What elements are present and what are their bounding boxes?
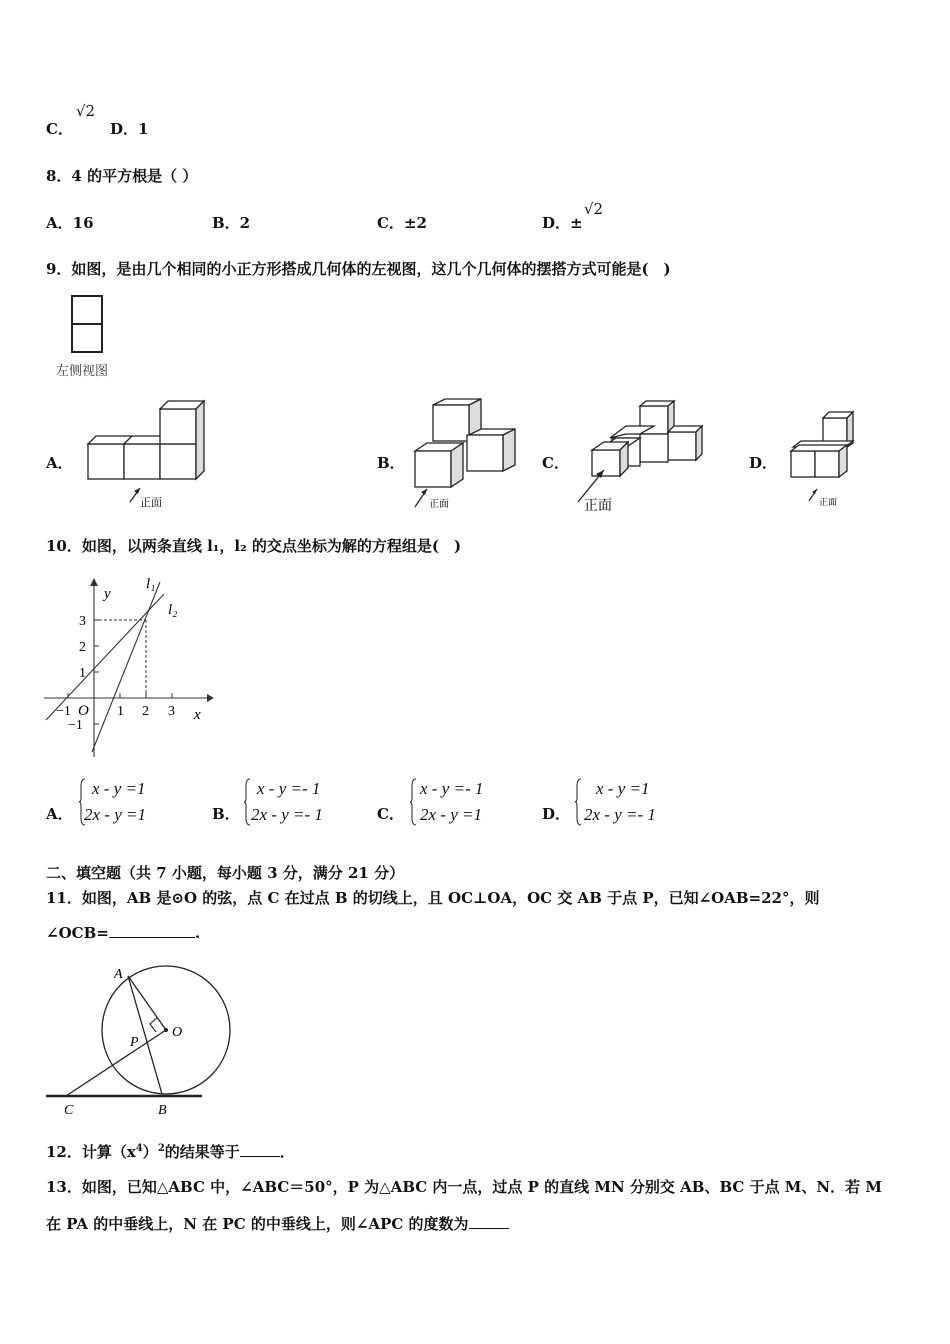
q9-figure-c — [570, 398, 705, 516]
q9-left-view-caption: 左侧视图 — [56, 364, 109, 379]
q9-front-caption-c: 正面 — [584, 499, 612, 514]
x-axis-label: x — [194, 707, 201, 723]
q10-system-b — [243, 776, 323, 828]
q10-label-a: A． — [46, 805, 73, 823]
tick-y-1: 1 — [79, 666, 86, 681]
q7-option-c-value: √2 — [76, 102, 96, 120]
q9-stem: 9．如图，是由几个相同的小正方形搭成几何体的左视图，这几个几何体的摆搭方式可能是( ) — [46, 260, 671, 278]
tick-x-1: 1 — [117, 704, 124, 719]
q8-option-a: A．16 — [46, 214, 94, 232]
q10-system-a-eq2: 2x - y =1 — [84, 805, 146, 824]
tick-y-neg1: −1 — [68, 718, 83, 733]
q9-front-caption-d: 正面 — [819, 497, 838, 507]
q8-option-c: C．±2 — [377, 214, 427, 232]
q8-option-d: D．± — [542, 214, 583, 232]
q10-label-b: B． — [212, 805, 240, 823]
q11-answer-suffix: . — [194, 924, 201, 942]
q11-stem: 11．如图，AB 是⊙O 的弦，点 C 在过点 B 的切线上，且 OC⊥OA，OC 交 AB 于点 P，已知∠OAB=22°，则 — [46, 889, 820, 907]
q12-stem: 12．计算$(x^4)^2$的结果等于 ． — [46, 1143, 295, 1161]
origin-label: O — [78, 703, 89, 719]
q10-stem: 10．如图，以两条直线 l₁，l₂ 的交点坐标为解的方程组是( ) — [46, 537, 462, 555]
point-c-label: C — [64, 1103, 74, 1118]
q10-system-d-eq1: x - y =1 — [596, 779, 650, 798]
section2-heading: 二、填空题（共 7 小题，每小题 3 分，满分 21 分） — [46, 864, 405, 882]
q10-system-a — [78, 776, 146, 828]
q10-graph — [42, 572, 217, 762]
q10-system-c-eq2: 2x - y =1 — [420, 805, 482, 824]
point-a-label: A — [114, 967, 123, 982]
q9-front-caption-b: 正面 — [429, 499, 449, 510]
q11-answer-blank[interactable] — [109, 937, 195, 938]
tick-x-neg1: −1 — [56, 704, 71, 719]
q9-figure-d — [785, 405, 870, 515]
q8-option-d-value: √2 — [584, 200, 604, 218]
q9-label-b: B． — [377, 454, 405, 472]
l1-label: l₁ — [146, 576, 156, 592]
tick-y-3: 3 — [79, 614, 86, 629]
tick-x-3: 3 — [168, 704, 175, 719]
q10-label-d: D． — [542, 805, 571, 823]
q9-front-caption-a: 正面 — [140, 497, 162, 509]
q11-answer-prefix: ∠OCB= — [46, 924, 109, 942]
q9-label-a: A． — [46, 454, 73, 472]
y-axis-label: y — [104, 586, 111, 602]
segment-oc — [66, 1030, 166, 1096]
q11-figure — [42, 962, 237, 1122]
point-o-label: O — [172, 1025, 183, 1040]
q7-option-c: C． — [46, 120, 73, 138]
q10-system-c — [409, 776, 483, 828]
q8-stem: 8．4 的平方根是（ ） — [46, 167, 198, 185]
q8-option-b: B．2 — [212, 214, 251, 232]
q13-line1: 13．如图，已知△ABC 中，∠ABC＝50°，P 为△ABC 内一点，过点 P 的直线 MN 分别交 AB、BC 于点 M、N．若 M — [46, 1178, 882, 1196]
l2-label: l₂ — [168, 602, 178, 618]
line-l1 — [92, 582, 160, 752]
q9-figure-b — [405, 395, 525, 515]
q13-answer-blank[interactable] — [469, 1228, 509, 1229]
q10-system-c-eq1: x - y =- 1 — [420, 779, 484, 798]
q10-system-a-eq1: x - y =1 — [92, 779, 146, 798]
segment-oa — [128, 976, 166, 1030]
q11-answer — [46, 924, 200, 942]
point-b-label: B — [158, 1103, 167, 1118]
q10-system-b-eq1: x - y =- 1 — [257, 779, 321, 798]
q10-system-b-eq2: 2x - y =- 1 — [251, 805, 323, 824]
q9-label-d: D． — [749, 454, 778, 472]
q12-answer-blank[interactable] — [240, 1156, 280, 1157]
right-angle-mark — [150, 1018, 157, 1032]
tick-x-2: 2 — [142, 704, 149, 719]
q9-figure-a — [80, 398, 230, 513]
tick-y-2: 2 — [79, 640, 86, 655]
q10-label-c: C． — [377, 805, 404, 823]
q7-option-d: D．1 — [110, 120, 149, 138]
q13-line2: 在 PA 的中垂线上，N 在 PC 的中垂线上，则∠APC 的度数为 — [46, 1213, 509, 1234]
q10-system-d — [574, 776, 656, 828]
q9-label-c: C． — [542, 454, 569, 472]
q10-system-d-eq2: 2x - y =- 1 — [584, 805, 656, 824]
point-p-label: P — [130, 1035, 139, 1050]
